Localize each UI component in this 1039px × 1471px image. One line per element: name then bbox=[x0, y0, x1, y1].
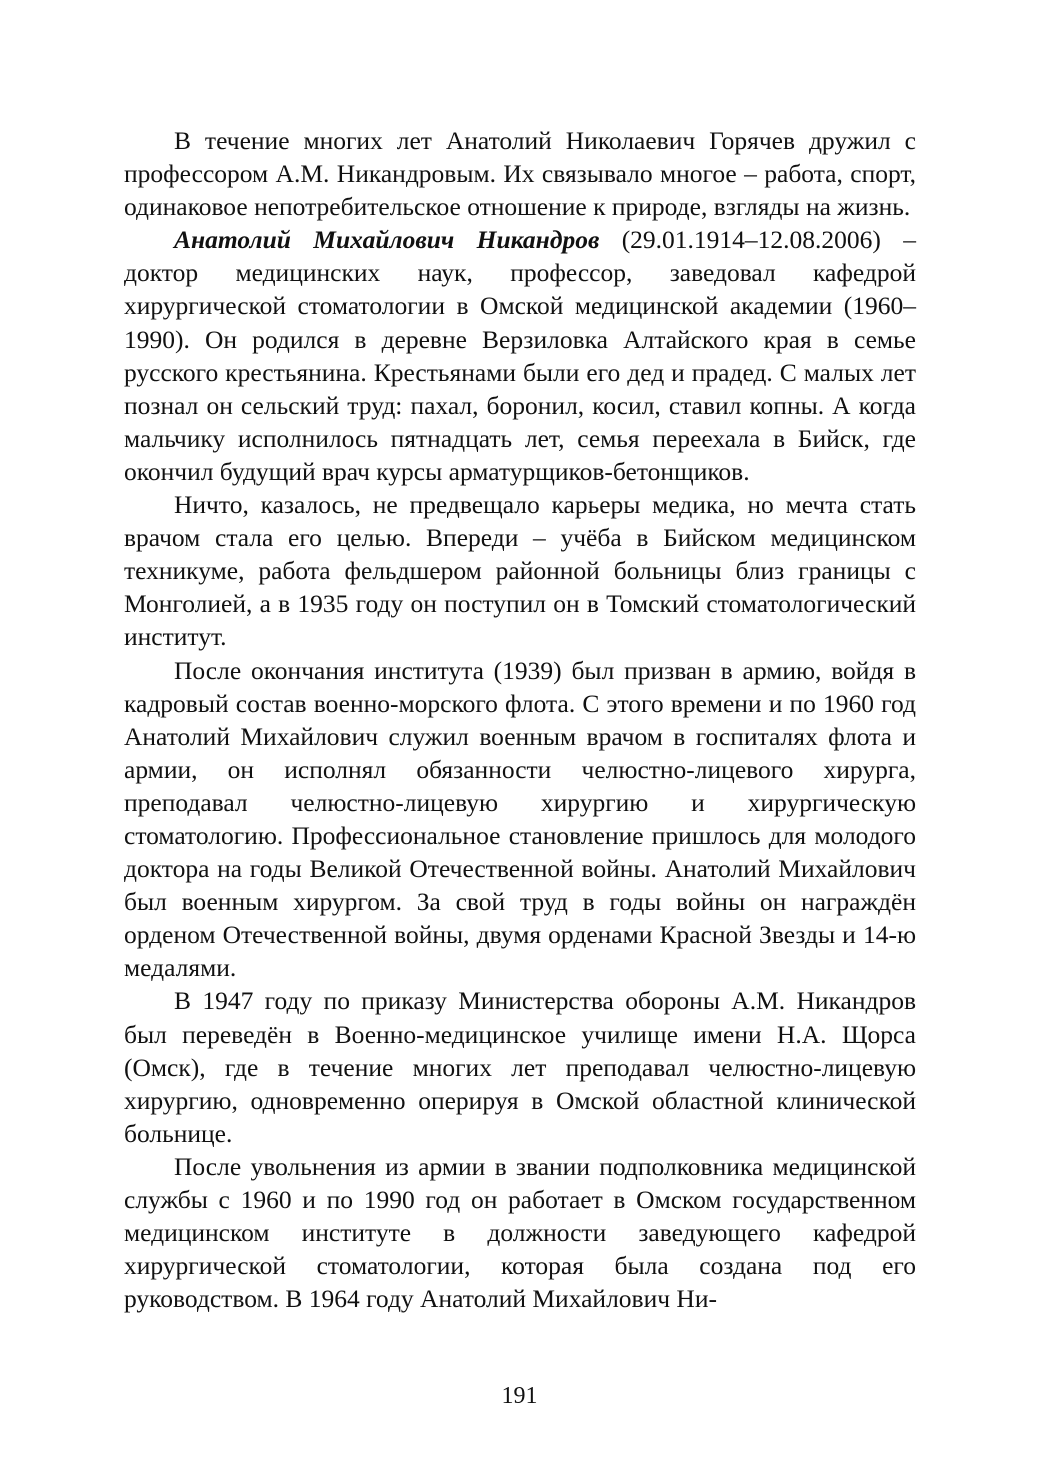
paragraph-text: (29.01.1914–12.08.2006) – доктор медицинских наук, профессор, заведовал кафедрой хирургической стоматологии в Омской медицинской академии (1960–1990). Он родился в деревне Верзиловка Алтайского края в семье русского крестьянина. Крестьянами были его дед и прадед. С малых лет познал он сельский труд: пахал, боронил, косил, ставил копны. А когда мальчику исполнилось пятнадцать лет, семья переехала в Бийск, где окончил будущий врач курсы арматурщиков-бетонщиков. bbox=[124, 225, 916, 486]
paragraph-text: Ничто, казалось, не предвещало карьеры медика, но мечта стать врачом стала его целью. Впереди – учёба в Бийском медицинском техникуме, работа фельдшером районной больницы близ границы с Монголией, а в 1935 году он поступил он в Томский стоматологический институт. bbox=[124, 490, 916, 652]
paragraph-biography-intro bbox=[124, 223, 916, 488]
paragraph-institute-career bbox=[124, 1150, 916, 1315]
paragraph-text: После окончания института (1939) был призван в армию, войдя в кадровый состав военно-морского флота. С этого времени и по 1960 год Анатолий Михайлович служил военным врачом в госпиталях флота и армии, он исполнял обязанности челюстно-лицевого хирурга, преподавал челюстно-лицевую хирургию и хирургическую стоматологию. Профессиональное становление пришлось для молодого доктора на годы Великой Отечественной войны. Анатолий Михайлович был военным хирургом. За свой труд в годы войны он награждён орденом Отечественной войны, двумя орденами Красной Звезды и 14-ю медалями. bbox=[124, 655, 916, 983]
paragraph-omsk-transfer bbox=[124, 984, 916, 1149]
paragraph-text: После увольнения из армии в звании подполковника медицинской службы с 1960 и по 1990 год он работает в Омском государственном медицинском институте в должности заведующего кафедрой хирургической стоматологии, которая была создана под его руководством. В 1964 году Анатолий Михайлович Ни- bbox=[124, 1151, 916, 1314]
paragraph-text: В течение многих лет Анатолий Николаевич Горячев дружил с профессором А.М. Никандровым. Их связывало многое – работа, спорт, одинаковое непотребительское отношение к природе, взгляды на жизнь. bbox=[124, 126, 916, 222]
paragraph-friendship bbox=[124, 124, 916, 223]
biography-name: Анатолий Михайлович Никандров bbox=[174, 225, 600, 255]
paragraph-text: В 1947 году по приказу Министерства обороны А.М. Никандров был переведён в Военно-медицинское училище имени Н.А. Щорса (Омск), где в течение многих лет преподавал челюстно-лицевую хирургию, одновременно оперируя в Омской областной клинической больнице. bbox=[124, 986, 916, 1148]
page-number: 191 bbox=[501, 1383, 538, 1409]
paragraph-military-service bbox=[124, 654, 916, 985]
page-body bbox=[124, 124, 916, 1315]
paragraph-education bbox=[124, 488, 916, 653]
